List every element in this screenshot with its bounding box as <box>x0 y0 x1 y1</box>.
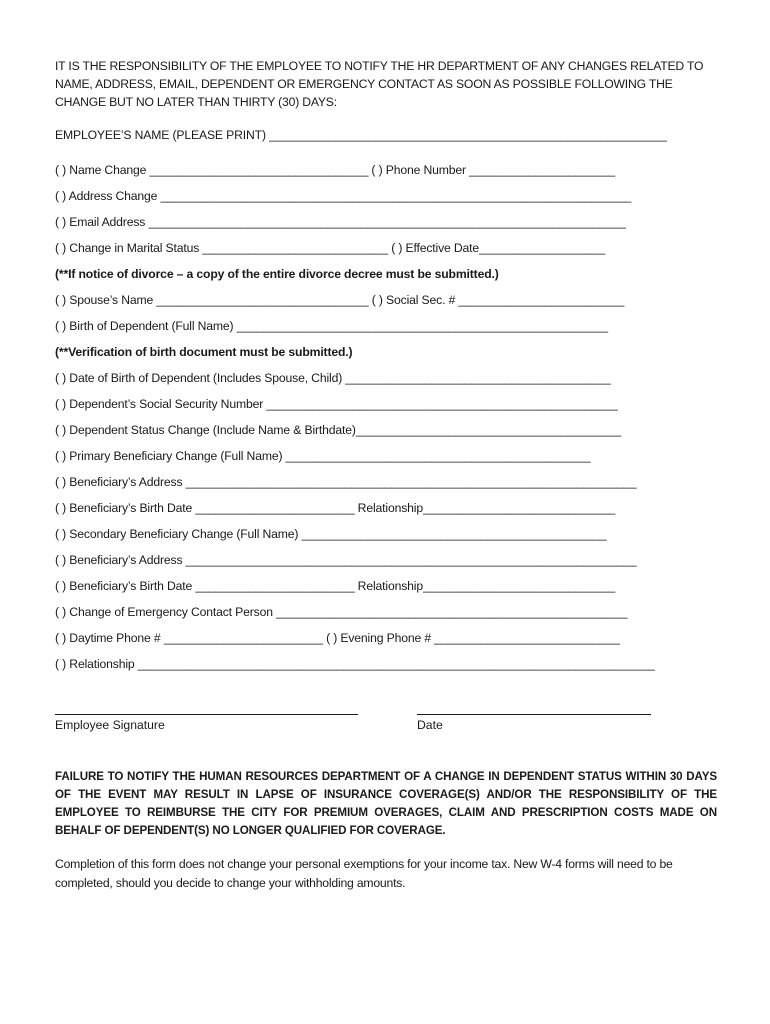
employee-name-field[interactable]: EMPLOYEE’S NAME (PLEASE PRINT) ____________________________________________________________ <box>55 128 667 142</box>
birth-dependent-row[interactable]: ( ) Birth of Dependent (Full Name) ________________________________________________________ <box>55 319 608 333</box>
spouse-name-row[interactable]: ( ) Spouse’s Name ________________________________ ( ) Social Sec. # _________________________ <box>55 293 625 307</box>
name-change-row[interactable]: ( ) Name Change _________________________________ ( ) Phone Number ______________________ <box>55 163 615 177</box>
intro-paragraph: IT IS THE RESPONSIBILITY OF THE EMPLOYEE TO NOTIFY THE HR DEPARTMENT OF ANY CHANGES RELATED TO NAME, ADDRESS, EMAIL, DEPENDENT OR EMERGENCY CONTACT AS SOON AS POSSIBLE FOLLOWING THE CHANGE BUT NO LATER THAN THIRTY (30) DAYS: <box>55 59 704 109</box>
dependent-ssn-row[interactable]: ( ) Dependent’s Social Security Number _____________________________________________________ <box>55 397 618 411</box>
secondary-beneficiary-row[interactable]: ( ) Secondary Beneficiary Change (Full Name) ______________________________________________ <box>55 527 607 541</box>
beneficiary-birth-row[interactable]: ( ) Beneficiary’s Birth Date ________________________ Relationship_____________________________ <box>55 501 616 515</box>
footer-note: Completion of this form does not change your personal exemptions for your income tax. New W-4 forms will need to be completed, should you decide to change your withholding amounts. <box>55 857 673 890</box>
relationship-row[interactable]: ( ) Relationship ______________________________________________________________________________ <box>55 657 655 671</box>
employee-signature-line[interactable] <box>55 714 358 715</box>
marital-status-row[interactable]: ( ) Change in Marital Status ____________________________ ( ) Effective Date___________________ <box>55 241 605 255</box>
employee-signature-label: Employee Signature <box>55 718 165 732</box>
dependent-status-row[interactable]: ( ) Dependent Status Change (Include Name & Birthdate)________________________________________ <box>55 423 621 437</box>
divorce-note: (**If notice of divorce – a copy of the entire divorce decree must be submitted.) <box>55 267 499 281</box>
birth-verification-note: (**Verification of birth document must be submitted.) <box>55 345 353 359</box>
primary-beneficiary-row[interactable]: ( ) Primary Beneficiary Change (Full Name) ______________________________________________ <box>55 449 591 463</box>
beneficiary-birth-row[interactable]: ( ) Beneficiary’s Birth Date ________________________ Relationship_____________________________ <box>55 579 616 593</box>
dob-dependent-row[interactable]: ( ) Date of Birth of Dependent (Includes Spouse, Child) ________________________________________ <box>55 371 611 385</box>
date-line[interactable] <box>417 714 651 715</box>
address-change-row[interactable]: ( ) Address Change _______________________________________________________________________ <box>55 189 632 203</box>
warning-paragraph: FAILURE TO NOTIFY THE HUMAN RESOURCES DEPARTMENT OF A CHANGE IN DEPENDENT STATUS WITHIN 30 DAYS OF THE EVENT MAY RESULT IN LAPSE OF INSURANCE COVERAGE(S) AND/OR THE RESPONSIBILITY OF THE EMPLOYEE TO REIMBURSE THE CITY FOR PREMIUM OVERAGES, CLAIM AND PRESCRIPTION COSTS MADE ON BEHALF OF DEPENDENT(S) NO LONGER QUALIFIED FOR COVERAGE. <box>55 770 717 837</box>
date-label: Date <box>417 718 443 732</box>
emergency-contact-row[interactable]: ( ) Change of Emergency Contact Person _____________________________________________________ <box>55 605 628 619</box>
phones-row[interactable]: ( ) Daytime Phone # ________________________ ( ) Evening Phone # ____________________________ <box>55 631 620 645</box>
beneficiary-address-row[interactable]: ( ) Beneficiary’s Address ____________________________________________________________________ <box>55 475 637 489</box>
email-address-row[interactable]: ( ) Email Address ________________________________________________________________________ <box>55 215 626 229</box>
beneficiary-address-row[interactable]: ( ) Beneficiary’s Address ____________________________________________________________________ <box>55 553 637 567</box>
